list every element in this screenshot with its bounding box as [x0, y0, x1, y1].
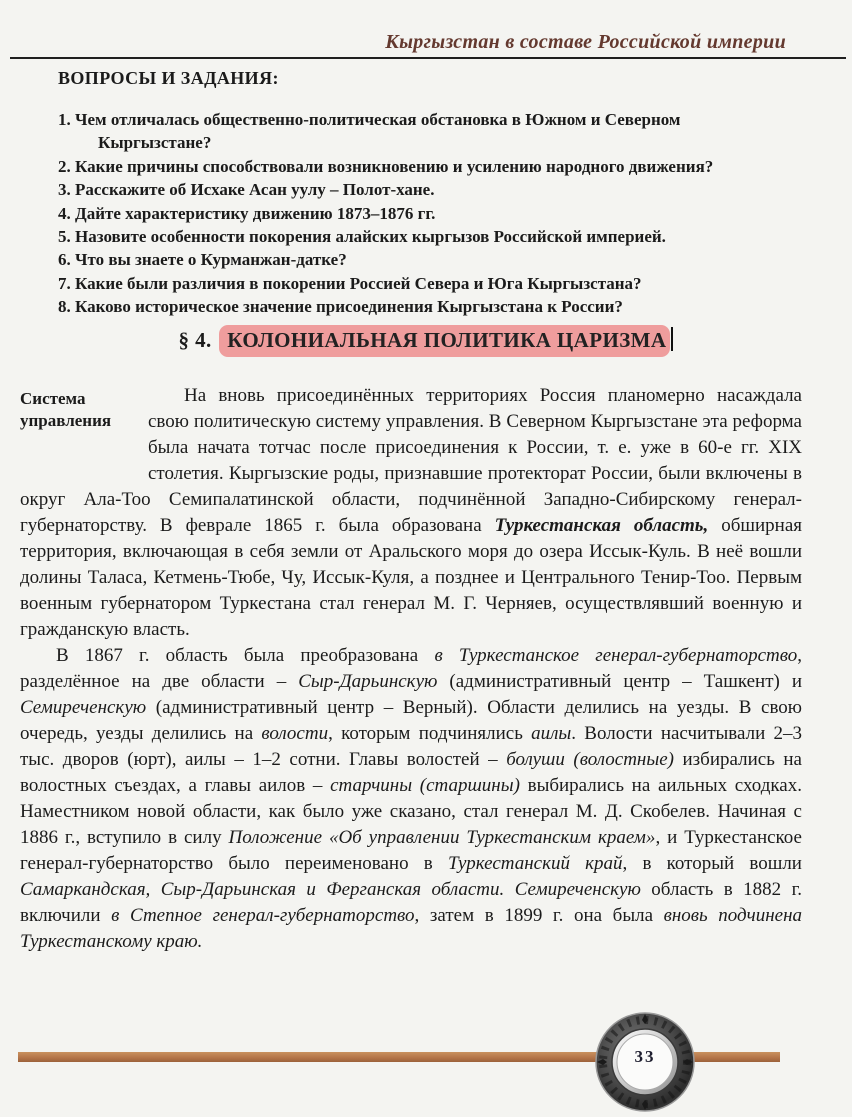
question-item: 6. Что вы знаете о Курманжан-датке? [58, 250, 347, 270]
header-rule [10, 57, 846, 59]
margin-label: Система управления [20, 389, 112, 430]
paragraph: На вновь присоединённых территориях Россия планомерно насаждала свою политическую систему управления. В Северном Кыргызстане эта реформа была начата тотчас после присоединения к России, т. е. уже в 60-е гг. XIX столетия. Кыргызские роды, признавшие протекторат России, были включены в округ Ала-Тоо Семипалатинской области, подчинённой Западно-Сибирскому генерал-губернаторству. В феврале 1865 г. была образована Туркестанская область, обширная территория, включающая в себя земли от Аральского моря до озера Иссык-Куль. В неё вошли долины Таласа, Кетмень-Тюбе, Чу, Иссык-Куля, а позднее и Центрального Тенир-Тоо. Первым военным губернатором Туркестана стал генерал М. Г. Черняев, осуществлявший военную и гражданскую власть. [20, 385, 803, 640]
running-head: Кыргызстан в составе Российской империи [385, 31, 786, 53]
section-heading [0, 327, 852, 353]
page-number-emblem [594, 1011, 696, 1113]
section-number: § 4. [178, 328, 212, 352]
question-item: 3. Расскажите об Исхаке Асан уулу – Полот-хане. [58, 180, 435, 200]
page-number: 33 [634, 1047, 656, 1066]
question-item: 2. Какие причины способствовали возникновению и усилению народного движения? [58, 156, 714, 176]
questions-list [58, 108, 792, 319]
paragraph: В 1867 г. область была преобразована в Туркестанское генерал-губернаторство, разделённое на две области – Сыр-Дарьинскую (административный центр – Ташкент) и Семиреченскую (административный центр – Верный). Области делились на уезды. В свою очередь, уезды делились на волости, которым подчинялись аилы. Волости насчитывали 2–3 тыс. дворов (юрт), аилы – 1–2 сотни. Главы волостей – болуши (волостные) избирались на волостных съездах, а главы аилов – старчины (старшины) выбирались на аильных сходках. Наместником новой области, как было уже сказано, стал генерал М. Д. Скобелев. Начиная с 1886 г., вступило в силу Положение «Об управлении Туркестанским краем», и Туркестанское генерал-губернаторство было переименовано в Туркестанский край, в который вошли Самаркандская, Сыр-Дарьинская и Ферганская области. Семиреченскую область в 1882 г. включили в Степное генерал-губернаторство, затем в 1899 г. она была вновь подчинена Туркестанскому краю. [20, 645, 803, 952]
question-item: 4. Дайте характеристику движению 1873–1876 гг. [58, 203, 436, 223]
section-title-highlighted[interactable]: КОЛОНИАЛЬНАЯ ПОЛИТИКА ЦАРИЗМА [219, 325, 670, 357]
question-item: 5. Назовите особенности покорения алайских кыргызов Российской империей. [58, 227, 666, 247]
questions-heading: ВОПРОСЫ И ЗАДАНИЯ: [58, 68, 279, 88]
question-item: 7. Какие были различия в покорении Россией Севера и Юга Кыргызстана? [58, 273, 642, 293]
body-text [20, 383, 802, 955]
question-item: 8. Каково историческое значение присоединения Кыргызстана к России? [58, 297, 623, 317]
text-cursor [671, 327, 673, 351]
questions-block [58, 68, 792, 319]
question-item: 1. Чем отличалась общественно-политическая обстановка в Южном и Северном Кыргызстане? [58, 110, 681, 153]
